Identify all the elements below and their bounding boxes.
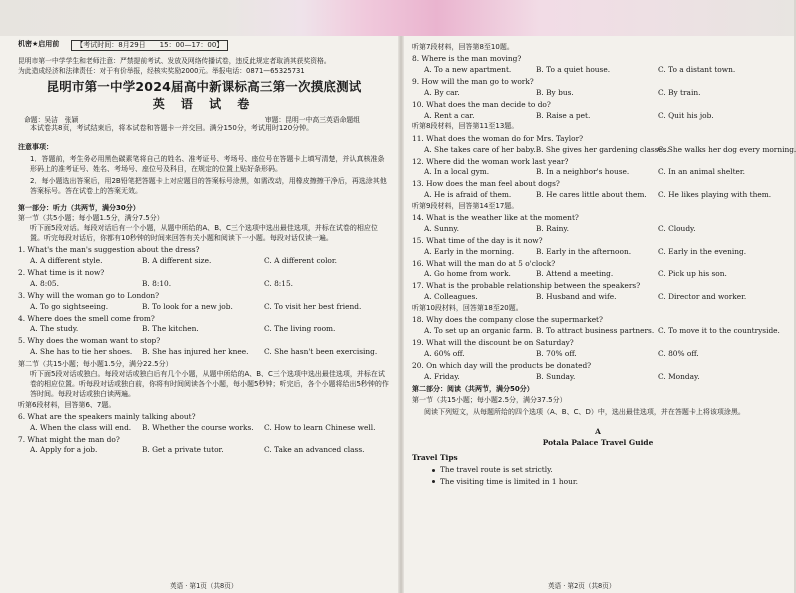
question-text: 13. How does the man feel about dogs? — [412, 179, 560, 189]
tip-text: The travel route is set strictly. — [440, 465, 553, 475]
options-row — [412, 190, 784, 200]
options-row — [412, 144, 796, 155]
option-a: A. Go home from work. — [424, 269, 511, 279]
passage-title: Potala Palace Travel Guide — [542, 437, 654, 447]
option-a: A. Colleagues. — [424, 292, 478, 302]
authors-setters: 命题：吴洁 张颖 — [24, 115, 79, 124]
question-text: 19. What will the discount be on Saturday? — [412, 338, 574, 348]
part2-section1-title: 第一节（共15小题；每小题2.5分，满分37.5分） — [412, 395, 567, 404]
option-a: A. Friday. — [424, 371, 460, 381]
option-c: C. Quit his job. — [658, 110, 714, 120]
tip-text: The visiting time is limited in 1 hour. — [440, 476, 578, 486]
tip-item — [412, 465, 784, 475]
option-b: B. In a neighbor's house. — [536, 167, 630, 177]
option-b: B. A different size. — [142, 256, 212, 266]
question-item — [18, 435, 390, 456]
part2-desc: 阅读下列短文，从每题所给的四个选项（A、B、C、D）中，选出最佳选项，并在答题卡上将该项涂黑。 — [424, 407, 745, 416]
page-2 — [412, 42, 796, 487]
option-b: B. By bus. — [536, 87, 574, 97]
options-row — [412, 326, 784, 336]
question-text: 4. Where does the smell come from? — [18, 313, 155, 323]
section2-desc: 听下面5段对话或独白。每段对话或独白后有几个小题，从题中所给的A、B、C三个选项中选出最佳选项，并标在试卷的相应位置。听每段对话或独白前，你将有时间阅读各个小题，每小题5秒钟；听完后，各个小题将给出5秒钟的作答时间。每段对话或独白读两遍。 — [30, 370, 389, 399]
question-text: 1. What's the man's suggestion about the dress? — [18, 245, 200, 255]
options-row — [18, 324, 390, 334]
exam-subtitle: 英 语 试 卷 — [152, 96, 256, 111]
question-item — [412, 100, 784, 121]
authors-reviewers: 审题：昆明一中高三英语命题组 — [264, 115, 360, 124]
questions-18-20 — [412, 315, 784, 381]
note-2: 2．每小题选出答案后，用2B铅笔把答题卡上对应题目的答案标号涂黑，如需改动，用橡皮擦擦干净后，再选涂其他答案标号。答在试卷上的答案无效。 — [30, 177, 387, 196]
options-row — [412, 65, 784, 75]
option-b: B. 70% off. — [536, 348, 577, 358]
tip-item — [412, 477, 784, 487]
option-c: C. To a distant town. — [658, 65, 736, 75]
question-item — [412, 77, 784, 98]
question-text: 16. What will the man do at 5 o'clock? — [412, 258, 556, 268]
question-item — [18, 268, 390, 289]
options-row — [412, 292, 784, 302]
page-2-footer: 英语 · 第2页（共8页） — [548, 582, 616, 590]
page-1 — [18, 40, 390, 455]
option-c: C. Director and worker. — [658, 292, 747, 302]
question-item — [412, 157, 784, 178]
section1-title: 第一节（共5小题；每小题1.5分，满分7.5分） — [18, 213, 164, 222]
question-item — [412, 259, 784, 280]
part1-title: 第一部分：听力（共两节，满分30分） — [18, 203, 140, 212]
material-7: 听第7段材料，回答第8至10题。 — [412, 43, 514, 51]
question-text: 12. Where did the woman work last year? — [412, 156, 569, 166]
question-text: 18. Why does the company close the supermarket? — [412, 315, 603, 325]
exam-time: 【考试时间：8月29日 15：00—17：00】 — [71, 40, 228, 51]
option-c: C. Take an advanced class. — [264, 445, 365, 455]
exam-intro: 本试卷共8页，考试结束后，将本试卷和答题卡一并交回。满分150分，考试用时120分钟。 — [30, 124, 314, 133]
question-item — [412, 315, 784, 336]
options-row — [18, 445, 390, 455]
notice-line-1: 昆明市第一中学学生和老师注意：严禁提前考试、发放及网络传播试卷，违反此规定者取消其获奖资格。 — [18, 57, 331, 66]
material-8: 听第8段材料，回答第11至13题。 — [412, 122, 519, 131]
option-b: B. 8:10. — [142, 278, 172, 288]
material-10: 听第10段材料，回答第18至20题。 — [412, 303, 523, 312]
note-1: 1．答题前，考生务必用黑色碳素笔将自己的姓名、准考证号、考场号、座位号在答题卡上填写清楚，并认真核准条形码上的准考证号、姓名、考场号、座位号及科目，在规定的位置上贴好条形码。 — [30, 154, 385, 174]
options-row — [18, 347, 390, 357]
option-b: B. Get a private tutor. — [142, 445, 224, 455]
tips-heading: Travel Tips — [412, 453, 458, 463]
question-item — [412, 179, 784, 200]
exam-header — [18, 40, 390, 51]
option-b: B. Sunday. — [536, 371, 576, 381]
question-text: 15. What time of the day is it now? — [412, 235, 543, 245]
option-c: C. 80% off. — [658, 348, 699, 358]
option-b: B. To a quiet house. — [536, 65, 611, 75]
question-text: 3. Why will the woman go to London? — [18, 290, 160, 300]
question-item — [18, 336, 390, 357]
page-1-footer: 英语 · 第1页（共8页） — [170, 582, 238, 590]
option-a: A. To go sightseeing. — [30, 301, 109, 311]
option-a: A. When the class will end. — [30, 422, 132, 432]
options-row — [412, 349, 784, 359]
option-c: C. Pick up his son. — [658, 269, 727, 279]
option-c: C. By train. — [658, 87, 701, 97]
option-c: C. How to learn Chinese well. — [264, 422, 376, 432]
option-a: A. A different style. — [30, 256, 103, 266]
question-text: 10. What does the man decide to do? — [412, 99, 551, 109]
options-row — [412, 88, 784, 98]
option-a: A. 8:05. — [30, 278, 59, 288]
option-c: C. He likes playing with them. — [658, 190, 772, 200]
option-b: B. To attract business partners. — [536, 326, 655, 336]
option-b: B. Rainy. — [536, 223, 569, 233]
option-b: B. Early in the afternoon. — [536, 246, 632, 256]
option-a: A. Sunny. — [424, 223, 459, 233]
option-c: C. In an animal shelter. — [658, 167, 745, 177]
passage-letter: A — [595, 426, 601, 436]
notes-heading: 注意事项： — [18, 142, 53, 151]
option-a: A. Early in the morning. — [424, 246, 515, 256]
option-b: B. Husband and wife. — [536, 292, 617, 302]
options-row — [18, 302, 390, 312]
confidential-label: 机密★启用前 — [18, 40, 60, 48]
question-text: 17. What is the probable relationship between the speakers? — [412, 281, 641, 291]
options-row — [18, 256, 390, 266]
page-fold — [398, 36, 404, 593]
option-b: B. Attend a meeting. — [536, 269, 614, 279]
option-b: B. He cares little about them. — [536, 190, 647, 200]
bullet-icon — [432, 480, 435, 483]
options-row — [18, 423, 390, 433]
option-b: B. To look for a new job. — [142, 301, 233, 311]
options-row — [412, 111, 784, 121]
questions-8-10 — [412, 54, 784, 120]
option-b: B. She has injured her knee. — [142, 347, 249, 357]
question-text: 8. Where is the man moving? — [412, 54, 522, 64]
material-9: 听第9段材料，回答第14至17题。 — [412, 201, 519, 210]
question-item — [412, 54, 784, 75]
option-c: C. The living room. — [264, 324, 336, 334]
option-a: A. 60% off. — [424, 348, 465, 358]
option-a: A. In a local gym. — [424, 167, 490, 177]
question-item — [18, 314, 390, 335]
options-row — [412, 247, 784, 257]
option-b: B. Raise a pet. — [536, 110, 591, 120]
option-a: A. Rent a car. — [424, 110, 475, 120]
options-row — [412, 224, 784, 234]
question-text: 14. What is the weather like at the moment? — [412, 213, 579, 223]
option-c: C. Monday. — [658, 371, 700, 381]
option-b: B. She gives her gardening classes. — [535, 144, 669, 154]
option-c: C. 8:15. — [264, 278, 294, 288]
question-text: 6. What are the speakers mainly talking about? — [18, 411, 196, 421]
bullet-icon — [432, 469, 435, 472]
option-a: A. He is afraid of them. — [424, 190, 512, 200]
option-a: A. To a new apartment. — [424, 65, 512, 75]
question-item — [18, 245, 390, 266]
section1-desc: 听下面5段对话。每段对话后有一个小题，从题中所给的A、B、C三个选项中选出最佳选项，并标在试卷的相应位置。听完每段对话后，你都有10秒钟的时间来回答有关小题和阅读下一小题。每段对话仅读一遍。 — [30, 223, 378, 243]
option-a: A. Apply for a job. — [30, 445, 98, 455]
option-c: C. Cloudy. — [658, 223, 696, 233]
question-text: 5. Why does the woman want to stop? — [18, 336, 161, 346]
exam-title: 昆明市第一中学2024届高中新课标高三第一次摸底测试 — [46, 79, 362, 95]
option-c: C. To visit her best friend. — [264, 301, 362, 311]
option-a: A. She has to tie her shoes. — [30, 347, 133, 357]
questions-6-7 — [18, 412, 390, 455]
question-item — [18, 412, 390, 433]
option-c: C. Early in the evening. — [658, 246, 747, 256]
option-a: A. She takes care of her baby. — [424, 144, 536, 154]
options-row — [412, 167, 784, 177]
material-6: 听第6段材料，回答第6、7题。 — [18, 400, 116, 409]
part2-title: 第二部分：阅读（共两节，满分50分） — [412, 385, 534, 394]
question-text: 20. On which day will the products be donated? — [412, 360, 592, 370]
option-c: C. A different color. — [264, 256, 337, 266]
option-c: C. She walks her dog every morning. — [657, 144, 796, 154]
option-a: A. By car. — [424, 87, 460, 97]
option-b: B. The kitchen. — [142, 324, 199, 334]
question-text: 9. How will the man go to work? — [412, 77, 534, 87]
questions-11-13 — [412, 133, 796, 200]
notice-line-2: 为此造成经济和法律责任：对于有价举报，经核实奖励2000元。举报电话：0871—65325731 — [18, 67, 305, 76]
questions-14-17 — [412, 213, 784, 302]
option-a: A. To set up an organic farm. — [424, 326, 533, 336]
scan-top-edge — [0, 0, 794, 36]
question-item — [412, 236, 784, 257]
options-row — [412, 372, 784, 382]
question-item — [412, 133, 796, 155]
section2-title: 第二节（共15小题；每小题1.5分，满分22.5分） — [18, 359, 173, 368]
question-item — [18, 291, 390, 312]
question-item — [412, 281, 784, 302]
option-b: B. Whether the course works. — [142, 422, 254, 432]
option-a: A. The study. — [30, 324, 79, 334]
options-row — [412, 269, 784, 279]
question-text: 7. What might the man do? — [18, 434, 120, 444]
option-c: C. She hasn't been exercising. — [264, 347, 378, 357]
question-item — [412, 213, 784, 234]
options-row — [18, 279, 390, 289]
option-c: C. To move it to the countryside. — [658, 326, 780, 336]
question-text: 11. What does the woman do for Mrs. Taylor? — [412, 133, 584, 143]
question-item — [412, 361, 784, 382]
question-text: 2. What time is it now? — [18, 268, 105, 278]
question-item — [412, 338, 784, 359]
questions-1-5 — [18, 245, 390, 356]
